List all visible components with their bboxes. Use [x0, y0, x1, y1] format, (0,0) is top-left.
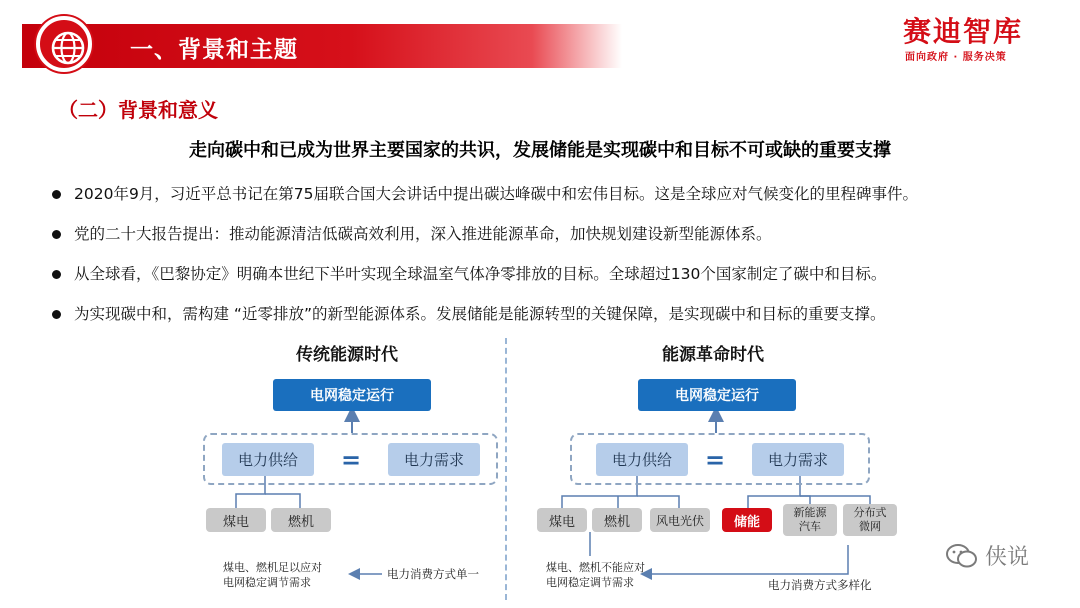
left-note [223, 560, 322, 590]
right-demand-ev-line: 新能源 [793, 506, 827, 519]
right-supply-box: 电力供给 [596, 443, 688, 476]
right-demand-box: 电力需求 [752, 443, 844, 476]
right-grid-stability-box: 电网稳定运行 [638, 379, 796, 411]
right-source-coal: 煤电 [537, 508, 587, 532]
slide-title: 一、背景和主题 [130, 37, 298, 63]
right-note-line: 电网稳定调节需求 [546, 576, 634, 589]
left-note-line: 电网稳定调节需求 [223, 576, 311, 589]
right-note-line: 煤电、燃机不能应对 [546, 561, 645, 574]
bullet-item: 为实现碳中和，需构建 “近零排放”的新型能源体系。发展储能是能源转型的关键保障，是实现碳中和目标的重要支撑。 [52, 302, 1062, 342]
header-bar [22, 24, 622, 68]
section-title: （二）背景和意义 [58, 98, 218, 122]
right-demand-microgrid-line: 分布式 [853, 506, 887, 519]
right-demand-microgrid [843, 504, 897, 536]
left-diagram-title: 传统能源时代 [296, 345, 398, 365]
right-consumption-label: 电力消费方式多样化 [768, 578, 872, 592]
watermark [945, 540, 1029, 571]
right-source-renewables: 风电光伏 [650, 508, 710, 532]
left-source-gas: 燃机 [271, 508, 331, 532]
bullet-list [52, 182, 1062, 342]
right-demand-ev [783, 504, 837, 536]
center-divider [505, 338, 507, 600]
left-equals-sign: = [341, 446, 362, 474]
right-demand-ev-line: 汽车 [799, 520, 821, 533]
left-supply-box: 电力供给 [222, 443, 314, 476]
bullet-item: 从全球看，《巴黎协定》明确本世纪下半叶实现全球温室气体净零排放的目标。全球超过130个国家制定了碳中和目标。 [52, 262, 1062, 302]
right-equals-sign: = [705, 446, 726, 474]
right-demand-microgrid-line: 微网 [859, 520, 881, 533]
wechat-icon [945, 543, 979, 569]
brand-logo: 赛迪智库 [903, 15, 1024, 48]
right-diagram-title: 能源革命时代 [662, 345, 764, 365]
left-source-coal: 煤电 [206, 508, 266, 532]
right-source-gas: 燃机 [592, 508, 642, 532]
globe-badge [36, 16, 92, 72]
right-note [546, 560, 645, 590]
bullet-item: 2020年9月，习近平总书记在第75届联合国大会讲话中提出碳达峰碳中和宏伟目标。这是全球应对气候变化的里程碑事件。 [52, 182, 1062, 222]
watermark-text: 侠说 [985, 545, 1030, 570]
bullet-item: 党的二十大报告提出：推动能源清洁低碳高效利用，深入推进能源革命，加快规划建设新型能源体系。 [52, 222, 1062, 262]
left-note-line: 煤电、燃机足以应对 [223, 561, 322, 574]
left-consumption-label: 电力消费方式单一 [387, 567, 479, 581]
left-demand-box: 电力需求 [388, 443, 480, 476]
headline: 走向碳中和已成为世界主要国家的共识，发展储能是实现碳中和目标不可或缺的重要支撑 [189, 140, 891, 161]
left-grid-stability-box: 电网稳定运行 [273, 379, 431, 411]
globe-icon [50, 30, 86, 66]
brand-tagline: 面向政府 · 服务决策 [905, 52, 1007, 63]
right-storage-box: 储能 [722, 508, 772, 532]
